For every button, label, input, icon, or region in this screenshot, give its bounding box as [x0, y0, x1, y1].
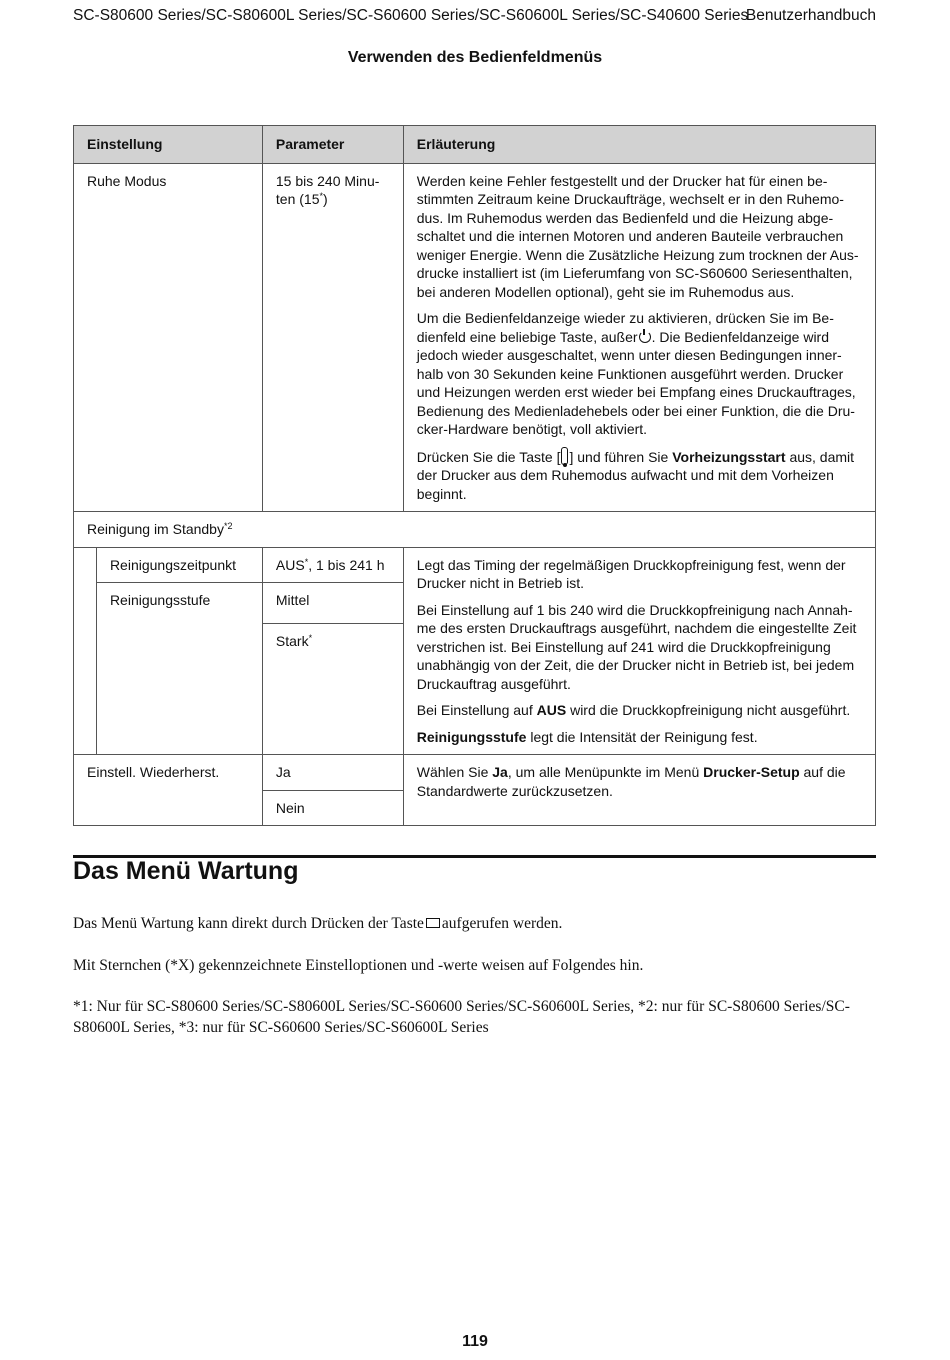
desc-ruhe-p3: Drücken Sie die Taste [ ] und führen Sie Vorheizungsstart aus, damit der Drucker aus dem Ruhemodus aufwacht und mit dem Vorheizen beginnt.: [416, 448, 855, 502]
table-row-einstell-wiederherst: [74, 755, 876, 791]
indent-cell: [74, 547, 97, 755]
param-reset-nein: Nein: [262, 790, 403, 826]
power-icon: [639, 331, 651, 343]
table-row-standby-title: [74, 512, 876, 548]
param-ruhe-modus: 15 bis 240 Minu-ten (15*): [262, 163, 403, 512]
param-reinigungszeitpunkt: AUS*, 1 bis 241 h: [262, 547, 403, 583]
param-reset-ja: Ja: [262, 755, 403, 791]
wartung-paragraph-2: Mit Sternchen (*X) gekennzeichnete Einstelloptionen und -werte weisen auf Folgendes hin.: [73, 957, 644, 974]
thermometer-icon: [561, 447, 568, 465]
setting-reinigungsstufe: Reinigungsstufe: [96, 583, 262, 755]
wartung-paragraph-1: Das Menü Wartung kann direkt durch Drücken der Taste aufgerufen werden.: [73, 915, 563, 932]
param-reinigungsstufe-mittel: Mittel: [262, 583, 403, 624]
wartung-heading: Das Menü Wartung: [73, 857, 299, 885]
desc-ruhe-p1: Werden keine Fehler festgestellt und der Drucker hat für einen be-stimmten Zeitraum keine Druckaufträge, wechselt er in den Ruhemo-dus. Im Ruhemodus werden das Bedienfeld und die Heizung abge-schaltet und die internen Motoren und anderen Bauteile verbrauchen weniger Energie. Wenn die Zusätzliche Heizung zum trocknen der Aus-drucke installiert ist (im Lieferumfang von SC-S60600 Seriesenthalten, bei anderen Modellen optional), geht sie im Ruhemodus aus.: [416, 172, 859, 300]
header-series: SC-S80600 Series/SC-S80600L Series/SC-S60600 Series/SC-S60600L Series/SC-S40600 Series: [73, 7, 749, 24]
desc-reinigung-standby: [403, 547, 875, 755]
table-row-ruhe-modus: [74, 163, 876, 512]
desc-einstell-wiederherst: Wählen Sie Ja, um alle Menüpunkte im Menü Drucker-Setup auf die Standardwerte zurückzusetzen.: [403, 755, 875, 826]
setting-ruhe-modus: Ruhe Modus: [74, 163, 263, 512]
wartung-footnotes: *1: Nur für SC-S80600 Series/SC-S80600L Series/SC-S60600 Series/SC-S60600L Series, *2: nur für SC-S80600 Series/SC-S80600L Series, *3: nur für SC-S60600 Series/SC-S60600L Series: [73, 998, 850, 1036]
setting-reinigungszeitpunkt: Reinigungszeitpunkt: [96, 547, 262, 583]
page-number: 119: [462, 1333, 488, 1350]
col-header-setting: Einstellung: [74, 126, 263, 164]
table-header-row: [74, 126, 876, 164]
desc-standby-p4: Reinigungsstufe legt die Intensität der Reinigung fest.: [416, 728, 758, 745]
desc-standby-p1: Legt das Timing der regelmäßigen Druckkopfreinigung fest, wenn der Drucker nicht in Betrieb ist.: [416, 556, 846, 591]
section-title: Verwenden des Bedienfeldmenüs: [347, 49, 603, 66]
setting-einstell-wiederherst: Einstell. Wiederherst.: [74, 755, 263, 826]
desc-ruhe-p2: Um die Bedienfeldanzeige wieder zu aktivieren, drücken Sie im Be-dienfeld eine beliebige Taste, außer . Die Bedienfeldanzeige wird jedoch wieder ausgeschaltet, wenn unter diesen Bedingungen inner-halb von 30 Sekunden keine Funktionen ausgeführt werden. Drucker und Heizungen werden erst wieder bei Empfang eines Druckauftrages, Bedienung des Medienladehebels oder bei einer Funktion, die die Dru-cker-Hardware benötigt, voll aktiviert.: [416, 310, 856, 437]
desc-standby-p2: Bei Einstellung auf 1 bis 240 wird die Druckkopfreinigung nach Annah-me des ersten Druckauftrags ausgeführt, nachdem die eingestellte Zeit verstrichen ist. Bei Einstellung auf 241 wird die Druckkopfreinigung unabhängig von der Zeit, die der Drucker nicht in Betrieb ist, bei jedem Druckauftrag ausgeführt.: [416, 601, 857, 692]
param-reinigungsstufe-stark: Stark*: [262, 624, 403, 755]
setting-reinigung-standby: Reinigung im Standby$^{*2}$: [74, 512, 876, 548]
settings-table: [73, 125, 876, 826]
table-row-reinigungszeitpunkt: [74, 547, 876, 583]
maintenance-icon: [426, 918, 440, 928]
desc-standby-p3: Bei Einstellung auf AUS wird die Druckkopfreinigung nicht ausgeführt.: [416, 702, 851, 718]
header-manual-title: Benutzerhandbuch: [745, 7, 876, 24]
col-header-explanation: Erläuterung: [403, 126, 875, 164]
desc-ruhe-modus: [403, 163, 875, 512]
col-header-parameter: Parameter: [262, 126, 403, 164]
